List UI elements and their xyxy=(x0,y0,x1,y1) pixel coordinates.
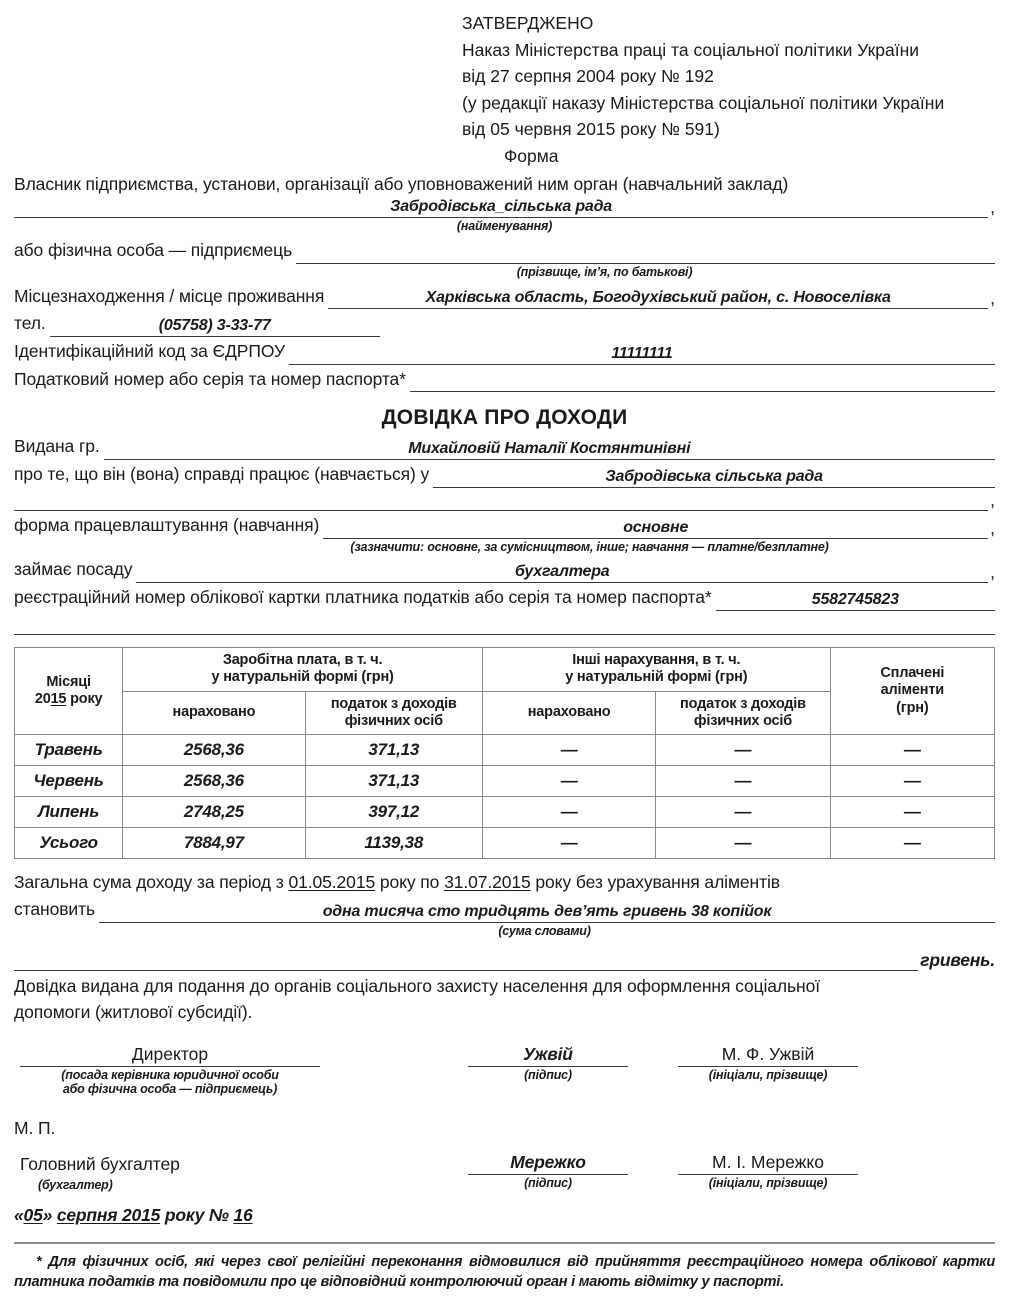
income-table-body xyxy=(15,735,995,859)
col-months-line2 xyxy=(17,691,120,708)
summary-part3: року без урахування аліментів xyxy=(535,872,780,893)
employment-form-row xyxy=(14,513,995,539)
phone-row xyxy=(14,311,995,337)
accountant-caption: (бухгалтер) xyxy=(38,1177,113,1192)
tax-number-label: Податковий номер або серія та номер паспорта* xyxy=(14,368,406,389)
cell-salary-tax: 371,13 xyxy=(305,735,482,766)
address-comma: , xyxy=(990,288,995,309)
works-at-continuation-row xyxy=(14,490,995,511)
col-other-tax xyxy=(656,691,830,735)
issued-to-label: Видана гр. xyxy=(14,436,100,457)
tax-number-row xyxy=(14,367,995,393)
order-line-4: від 05 червня 2015 року № 591) xyxy=(462,119,720,140)
accountant-name-col xyxy=(678,1152,858,1192)
accountant-signature-caption: (підпис) xyxy=(524,1176,572,1191)
form-label: Форма xyxy=(504,145,559,166)
owner-row xyxy=(14,197,995,218)
cell-salary-tax-total: 1139,38 xyxy=(305,828,482,859)
col-months-year-prefix: 20 xyxy=(34,691,51,707)
amount-words[interactable]: одна тисяча сто тридцять дев’ять гривень 38 копійок xyxy=(99,903,995,923)
table-total-row xyxy=(15,828,995,859)
director-caption-line2: або фізична особа — підприємець) xyxy=(62,1081,278,1096)
table-row xyxy=(15,797,995,828)
accountant-initials-caption: (ініціали, прізвище) xyxy=(708,1176,828,1191)
col-months-year: 15 xyxy=(50,691,67,707)
tax-card-label: реєстраційний номер облікової картки платника податків або серія та номер паспорта* xyxy=(14,587,712,607)
col-other-tax-line2: фізичних осіб xyxy=(693,712,793,729)
date-open-quote: « xyxy=(14,1204,24,1225)
date-from-year-prefix: 20 xyxy=(336,872,356,893)
col-salary-tax-line2: фізичних осіб xyxy=(344,712,443,729)
edrpou-row xyxy=(14,339,995,365)
summary-part2: року по xyxy=(379,872,440,893)
employment-form-label: форма працевлаштування (навчання) xyxy=(14,514,320,535)
col-other-tax-line1: податок з доходів xyxy=(680,695,806,712)
purpose-line-1: Довідка видана для подання до органів соціального захисту населення для оформлення соціальної xyxy=(14,976,821,997)
stamp-label: М. П. xyxy=(14,1118,56,1139)
table-row xyxy=(15,766,995,797)
cell-month: Травень xyxy=(15,735,123,766)
phone-value[interactable]: (05758) 3-33-77 xyxy=(50,317,380,337)
cell-month-total: Усього xyxy=(15,828,123,859)
address-value[interactable]: Харківська область, Богодухівський район, с. Новоселівка xyxy=(328,289,988,309)
accountant-name[interactable]: М. І. Мережко xyxy=(678,1152,858,1175)
cell-other-accrued: — xyxy=(482,735,655,766)
director-position-col xyxy=(20,1044,320,1097)
accountant-position[interactable]: Головний бухгалтер xyxy=(20,1154,180,1175)
currency-tail: гривень. xyxy=(920,950,995,971)
col-alimony-line1: Сплачені xyxy=(880,664,945,681)
cell-alimony: — xyxy=(830,797,994,828)
table-row xyxy=(15,735,995,766)
date-to-year: 15 xyxy=(511,872,531,893)
cell-salary-accrued-total: 7884,97 xyxy=(123,828,305,859)
col-months xyxy=(15,647,123,735)
entrepreneur-row xyxy=(14,238,995,264)
position-value[interactable]: бухгалтера xyxy=(136,563,988,583)
employment-form-value[interactable]: основне xyxy=(323,519,988,539)
summary-part1: Загальна сума доходу за період з xyxy=(14,872,284,893)
approval-header xyxy=(462,10,995,170)
cell-month: Липень xyxy=(15,797,123,828)
tax-card-continuation[interactable] xyxy=(14,613,995,635)
cell-other-tax: — xyxy=(656,735,830,766)
footnote-text xyxy=(14,1253,995,1292)
col-salary-tax xyxy=(305,691,482,735)
amount-continuation-row xyxy=(14,950,995,971)
col-other-accrued: нараховано xyxy=(482,691,655,735)
amount-continuation[interactable] xyxy=(14,951,918,971)
order-line-2: від 27 серпня 2004 року № 192 xyxy=(462,66,714,87)
director-signature[interactable]: Ужвій xyxy=(468,1044,628,1067)
cell-salary-tax: 371,13 xyxy=(305,766,482,797)
cell-salary-tax: 397,12 xyxy=(305,797,482,828)
date-day: 05 xyxy=(23,1204,43,1225)
amount-row xyxy=(14,897,995,923)
col-salary-tax-line1: податок з доходів xyxy=(330,695,457,712)
footnote-body: * Для фізичних осіб, які через свої релігійні переконання відмовилися від прийняття реєстраційного номера облікової картки платника податків та повідомили про це відповідний контролюючий орган і мають відмітку у паспорті. xyxy=(14,1254,995,1290)
date-year-word: року № xyxy=(164,1204,229,1225)
summary-date-from xyxy=(288,872,375,892)
position-label: займає посаду xyxy=(14,559,133,580)
edrpou-value[interactable]: 11111111 xyxy=(289,345,995,365)
cell-other-tax: — xyxy=(656,766,830,797)
owner-label: Власник підприємства, установи, організації або уповноважений ним орган (навчальний заклад) xyxy=(14,173,789,194)
accountant-signature-col xyxy=(468,1152,628,1192)
director-signature-col xyxy=(468,1044,628,1097)
works-at-row xyxy=(14,462,995,488)
address-row xyxy=(14,284,995,310)
tax-card-value[interactable]: 5582745823 xyxy=(716,591,995,611)
owner-caption: (найменування) xyxy=(456,219,553,234)
director-signature-caption: (підпис) xyxy=(524,1067,572,1082)
col-alimony-line2: аліменти xyxy=(880,682,944,699)
director-signature-block xyxy=(14,1044,995,1097)
col-salary-accrued: нараховано xyxy=(123,691,305,735)
owner-value[interactable]: Забродівська_сільська рада xyxy=(14,198,988,218)
tax-number-value[interactable] xyxy=(410,390,995,392)
director-position[interactable]: Директор xyxy=(20,1044,320,1067)
owner-comma: , xyxy=(990,197,995,218)
works-at-continuation[interactable] xyxy=(14,491,988,511)
date-number: 16 xyxy=(233,1204,253,1225)
document-title: ДОВІДКА ПРО ДОХОДИ xyxy=(381,406,628,430)
tax-card-row xyxy=(14,585,995,611)
works-at-label: про те, що він (вона) справді працює (навчається) у xyxy=(14,464,430,485)
document-date-line[interactable] xyxy=(14,1203,995,1229)
order-line-1: Наказ Міністерства праці та соціальної політики України xyxy=(462,39,920,60)
accountant-signature[interactable]: Мережко xyxy=(468,1152,628,1175)
summary-period-line xyxy=(14,870,995,896)
date-close-quote: » xyxy=(42,1204,53,1225)
footnote-divider xyxy=(14,1242,995,1244)
edrpou-label: Ідентифікаційний код за ЄДРПОУ xyxy=(14,340,286,361)
phone-label: тел. xyxy=(14,313,46,334)
cell-salary-accrued: 2748,25 xyxy=(123,797,305,828)
date-from-year: 15 xyxy=(355,872,376,893)
works-at-comma: , xyxy=(990,489,995,510)
cell-alimony: — xyxy=(830,766,994,797)
summary-date-to xyxy=(444,872,531,892)
cell-other-tax: — xyxy=(656,797,830,828)
date-to-year-prefix: 20 xyxy=(492,872,512,893)
accountant-position-col xyxy=(20,1152,320,1192)
col-group-other-line1: Інші нарахування, в т. ч. xyxy=(572,651,741,668)
director-name[interactable]: М. Ф. Ужвій xyxy=(678,1044,858,1067)
approved-label: ЗАТВЕРДЖЕНО xyxy=(462,13,594,33)
date-to-day: 31.07. xyxy=(444,872,493,893)
address-label: Місцезнаходження / місце проживання xyxy=(14,285,325,306)
order-line-3: (у редакції наказу Міністерства соціальної політики України xyxy=(462,92,945,113)
income-table xyxy=(14,647,995,860)
works-at-value[interactable]: Забродівська сільська рада xyxy=(433,468,995,488)
position-row xyxy=(14,557,995,583)
issued-to-row xyxy=(14,434,995,460)
col-group-salary-line2: у натуральній формі (грн) xyxy=(211,669,394,686)
cell-alimony-total: — xyxy=(830,828,994,859)
cell-month: Червень xyxy=(15,766,123,797)
col-group-other-line2: у натуральній формі (грн) xyxy=(565,669,748,686)
entrepreneur-label: або фізична особа — підприємець xyxy=(14,240,293,261)
director-caption-line1: (посада керівника юридичної особи xyxy=(61,1067,279,1082)
col-alimony-line3: (грн) xyxy=(896,699,929,716)
col-group-salary-line1: Заробітна плата, в т. ч. xyxy=(222,651,383,668)
col-group-salary xyxy=(123,647,483,691)
col-months-year-suffix: року xyxy=(66,691,103,707)
accountant-signature-block xyxy=(14,1152,995,1192)
entrepreneur-value[interactable] xyxy=(296,262,995,264)
purpose-line-2: допомоги (житлової субсидії). xyxy=(14,1002,253,1023)
director-initials-caption: (ініціали, прізвище) xyxy=(708,1067,828,1082)
cell-alimony: — xyxy=(830,735,994,766)
director-name-col xyxy=(678,1044,858,1097)
cell-other-accrued-total: — xyxy=(482,828,655,859)
cell-salary-accrued: 2568,36 xyxy=(123,735,305,766)
date-month-year: серпня 2015 xyxy=(56,1204,161,1225)
entrepreneur-caption: (прізвище, ім’я, по батькові) xyxy=(516,264,693,279)
cell-other-tax-total: — xyxy=(656,828,830,859)
cell-salary-accrued: 2568,36 xyxy=(123,766,305,797)
amount-label: становить xyxy=(14,899,96,919)
col-months-line1: Місяці xyxy=(46,673,91,690)
employment-form-caption: (зазначити: основне, за сумісництвом, інше; навчання — платне/безплатне) xyxy=(350,539,829,554)
amount-caption: (сума словами) xyxy=(498,923,591,938)
cell-other-accrued: — xyxy=(482,797,655,828)
cell-other-accrued: — xyxy=(482,766,655,797)
col-group-other xyxy=(482,647,830,691)
date-from-day: 01.05. xyxy=(288,872,337,893)
issued-to-value[interactable]: Михайловій Наталії Костянтинівні xyxy=(104,440,995,460)
table-header-row-groups xyxy=(15,647,995,691)
employment-form-comma: , xyxy=(990,517,995,538)
col-alimony xyxy=(830,647,994,735)
position-comma: , xyxy=(990,562,995,582)
